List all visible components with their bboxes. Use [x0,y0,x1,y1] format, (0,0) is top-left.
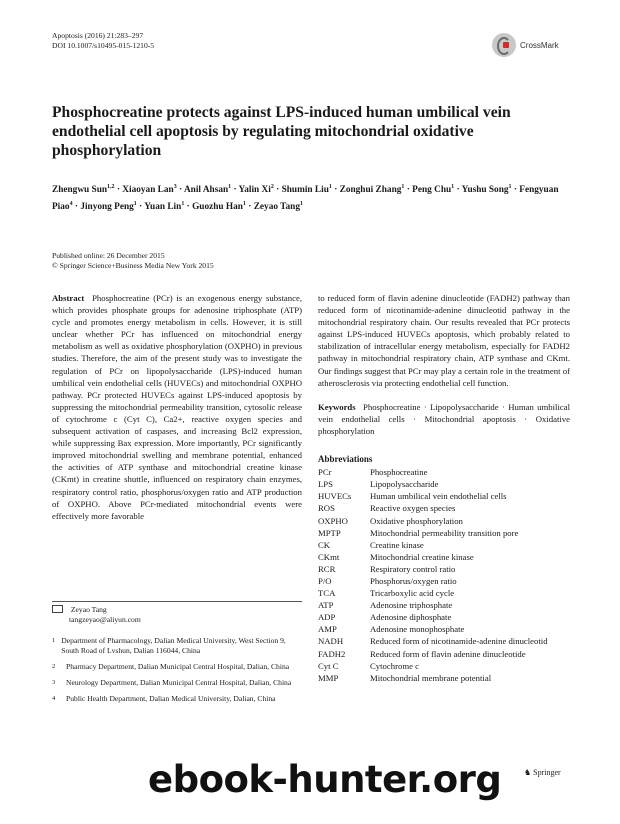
affiliation-text: Pharmacy Department, Dalian Municipal Central Hospital, Dalian, China [66,662,290,671]
abbreviation-term: NADH [318,636,344,647]
abbreviation-row [318,478,548,490]
author[interactable]: Zhengwu Sun [52,185,108,196]
affiliations [52,636,302,710]
corresponding-email[interactable]: tangzeyao@aliyun.com [69,615,141,624]
abbreviation-row [318,587,548,599]
abbreviation-row [318,660,548,672]
publisher-name: Springer [533,768,561,777]
springer-horse-icon: ♞ [524,768,532,777]
abstract [52,292,302,522]
abbreviation-term: AMP [318,624,337,635]
abbreviation-term: MMP [318,672,339,683]
crossmark-label: CrossMark [520,40,559,50]
author-affiliation-marker: 1,2 [107,184,115,190]
abbreviation-row [318,539,548,551]
author-affiliation-marker: 1 [299,201,303,208]
author[interactable]: Xiaoyan Lan [122,185,174,196]
corresponding-author: Zeyao Tang [70,605,107,614]
abbreviation-term: HUVECs [318,491,352,502]
abbreviation-term: ATP [318,600,334,611]
abstract-continued: to reduced form of flavin adenine dinucleotide (FADH2) pathway than reduced form of nicotinamide-adenine dinucleotid pathway in the mitochondrial respiratory chain. Our results revealed that PCr protects against LPS-induced HUVECs apoptosis, which probably related to stabilization of intracellular energy metabolism, especially for FADH2 pathway in mitochondrial respiratory chain, ATP synthase and CKmt. Our findings suggest that PCr may play a certain role in the treatment of atherosclerosis via protecting endothelial cell function. [318,293,570,388]
abbreviation-row [318,575,548,587]
abbreviation-term: FADH2 [318,648,346,659]
keywords-text: Phosphocreatine · Lipopolysaccharide · Human umbilical vein endothelial cells · Mitochondrial apoptosis · Oxidative phosphorylation [318,401,570,436]
abbreviation-definition: Reduced form of nicotinamide-adenine dinucleotid [370,636,548,647]
affiliation-text: Public Health Department, Dalian Medical University, Dalian, China [66,694,276,703]
abbreviation-definition: Adenosine monophosphate [370,624,465,635]
abbreviation-definition: Mitochondrial permeability transition pore [370,527,519,538]
author[interactable]: Shumin Liu [281,185,329,196]
abbreviation-term: LPS [318,479,333,490]
affiliation-text: Neurology Department, Dalian Municipal Central Hospital, Dalian, China [66,678,292,687]
affiliation-text: Department of Pharmacology, Dalian Medical University, West Section 9, South Road of Lvshun, Dalian 116044, China [61,636,286,655]
author[interactable]: Yushu Song [461,185,509,196]
abbreviation-row [318,599,548,611]
affiliation-number: 3 [52,679,56,686]
affiliation [52,678,302,688]
abbreviation-term: CKmt [318,551,340,562]
abbreviation-row [318,551,548,563]
abbreviation-term: ROS [318,503,335,514]
abbreviation-definition: Tricarboxylic acid cycle [370,588,455,599]
journal-citation: Apoptosis (2016) 21:283–297 [52,31,144,40]
affiliation [52,662,302,672]
abbreviation-definition: Mitochondrial creatine kinase [370,551,474,562]
watermark: ebook-hunter.org [148,758,502,801]
abbreviation-row [318,515,548,527]
abbreviation-row [318,490,548,502]
author[interactable]: Peng Chu [412,185,452,196]
abstract-label: Abstract [52,293,85,303]
author-affiliation-marker: 1 [401,184,405,190]
abbreviation-definition: Cytochrome c [370,660,419,671]
author-affiliation-marker: 1 [451,184,455,190]
author-affiliation-marker: 1 [228,184,232,190]
abbreviation-row [318,502,548,514]
affiliation [52,694,302,704]
abbreviation-term: RCR [318,563,336,574]
author[interactable]: Jinyong Peng [80,202,134,213]
author-list: Zhengwu Sun$^{1,2}$ · Xiaoyan Lan$^3$ · Anil Ahsan$^1$ · Yalin $Xi^2 \cdot Shumin$ Liu$^1$ · Zonghui Zhang$^1$ · Peng Chu$^1$ · Yushu Song$^1$ · Fengyuan Piao$^4$ · Jinyong Peng$^1$ · Yuan Lin$^1$ · Guozhu Han$^1$ · Zeyao Tang$^1$ [52,184,559,213]
right-column [318,292,570,684]
author-affiliation-marker: 1 [328,184,332,190]
affiliation-number: 1 [52,637,56,644]
publication-info [52,251,214,271]
abbreviation-row [318,672,548,684]
abbreviation-term: OXPHO [318,515,348,526]
abbreviation-term: PCr [318,467,332,478]
abbreviation-definition: Phosphorus/oxygen ratio [370,575,457,586]
abbreviation-definition: Phosphocreatine [370,467,428,478]
journal-header [52,31,154,51]
crossmark-icon [492,33,516,57]
affiliation [52,636,302,656]
abbreviation-row [318,563,548,575]
abbreviation-row [318,527,548,539]
author[interactable]: Zonghui Zhang [339,185,402,196]
author-affiliation-marker: 3 [173,184,177,190]
abbreviation-definition: Adenosine diphosphate [370,612,452,623]
author[interactable]: Zeyao Tang [253,202,300,213]
abbreviation-row [318,611,548,623]
doi[interactable]: DOI 10.1007/s10495-015-1210-5 [52,41,155,50]
keywords-label: Keywords [318,401,356,412]
abbreviation-definition: Reactive oxygen species [370,503,456,514]
abbreviations-table [318,466,548,684]
abbreviation-definition: Reduced form of flavin adenine dinucleotide [370,648,526,659]
author[interactable]: Fengyuan Piao [52,185,559,213]
abbreviation-term: P/O [318,575,332,586]
article-title: Phosphocreatine protects against LPS-induced human umbilical vein endothelial cell apoptosis by regulating mitochondrial oxidative phosphorylation [52,104,511,159]
author-affiliation-marker: 2 [270,184,274,190]
abbreviation-row [318,466,548,478]
author-affiliation-marker: 1 [508,184,512,190]
abbreviation-row [318,648,548,660]
abbreviation-term: ADP [318,612,336,623]
author[interactable]: Yuan Lin [144,202,182,213]
abbreviation-definition: Creatine kinase [370,539,424,550]
abbreviation-term: Cyt C [318,660,339,671]
abbreviation-definition: Mitochondrial membrane potential [370,672,492,683]
publisher-logo [524,768,561,777]
correspondence [52,604,141,625]
abbreviations-heading: Abbreviations [318,454,373,465]
copyright: © Springer Science+Business Media New York 2015 [52,261,214,270]
abbreviation-definition: Respiratory control ratio [370,563,456,574]
crossmark-badge[interactable] [492,31,572,59]
abbreviation-row [318,635,548,647]
published-date: Published online: 26 December 2015 [52,251,165,260]
abbreviation-term: TCA [318,588,336,599]
author-affiliation-marker: 1 [181,201,185,208]
affiliation-number: 4 [52,695,56,702]
abbreviation-term: CK [318,539,331,550]
abstract-text: Phosphocreatine (PCr) is an exogenous energy substance, which provides phosphate groups for adenosine triphosphate (ATP) cycle and promotes energy metabolism in cells. However, it is still unclear whether PCr has influenced on mitochondrial energy metabolism as well as oxidative phosphorylation (OXPHO) in previous studies. Therefore, the aim of the present study was to investigate the regulation of PCr on lipopolysaccharide (LPS)-induced human umbilical vein endothelial cells (HUVECs) and mitochondrial OXPHO pathway. PCr protected HUVECs against LPS-induced apoptosis by suppressing the mitochondrial permeability transition, cytosolic release of cytochrome c (Cyt C), Ca2+, reactive oxygen species and subsequent activation of caspases, and increasing Bcl2 expression, while suppressing Bax expression. More importantly, PCr significantly improved mitochondrial swelling and membrane potential, enhanced the activities of ATP synthase and mitochondrial creatine kinase (CKmt) in creatine shuttle, influenced on respiratory chain enzymes, respiratory control ratio, phosphorus/oxygen ratio and ATP production of OXPHO. Above PCr-mediated mitochondrial events were effectively more favorable [52,293,302,521]
footnote-divider [52,601,302,602]
abbreviation-definition: Oxidative phosphorylation [370,515,463,526]
author-affiliation-marker: 1 [242,201,246,208]
author[interactable]: Yalin Xi [238,185,271,196]
abbreviation-definition: Human umbilical vein endothelial cells [370,491,507,502]
abbreviation-row [318,623,548,635]
abbreviation-definition: Adenosine triphosphate [370,600,453,611]
author-affiliation-marker: 4 [69,201,73,208]
affiliation-number: 2 [52,663,56,670]
keywords [318,401,570,437]
envelope-icon [52,605,63,613]
author-affiliation-marker: 1 [133,201,137,208]
author[interactable]: Guozhu Han [192,202,243,213]
author[interactable]: Anil Ahsan [183,185,229,196]
abbreviation-term: MPTP [318,527,341,538]
abbreviation-definition: Lipopolysaccharide [370,479,439,490]
